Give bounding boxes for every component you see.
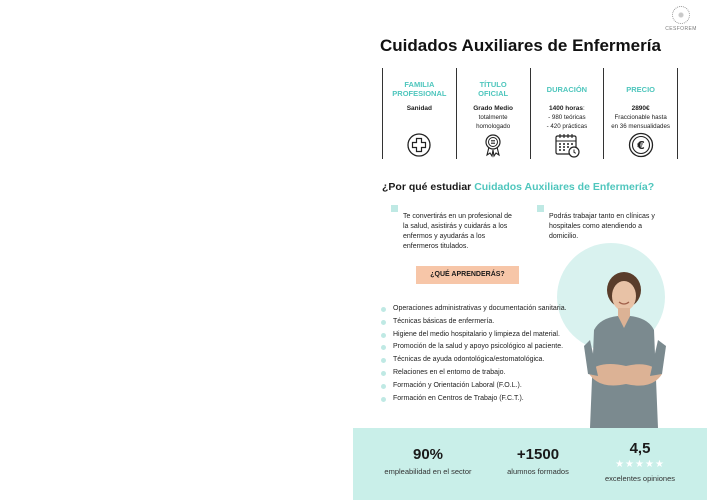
fact-value: Grado Medio totalmente homologado xyxy=(473,105,513,130)
point-bullet-icon xyxy=(537,205,544,212)
bullet-icon xyxy=(381,358,386,363)
calendar-clock-icon xyxy=(554,132,580,158)
bullet-icon xyxy=(381,307,386,312)
bullet-icon xyxy=(381,397,386,402)
logo-mark-icon xyxy=(672,6,690,24)
logo xyxy=(664,6,698,32)
list-item: Formación en Centros de Trabajo (F.C.T.). xyxy=(380,393,567,406)
list-item: Técnicas de ayuda odontológica/estomatológica. xyxy=(380,354,567,367)
fact-heading: FAMILIA PROFESIONAL xyxy=(392,80,447,98)
stats-band xyxy=(353,428,707,500)
point-text: Podrás trabajar tanto en clínicas y hospitales como atendiendo a domicilio. xyxy=(549,213,655,240)
fact-heading: PRECIO xyxy=(626,84,655,94)
bullet-icon xyxy=(381,384,386,389)
svg-text:€: € xyxy=(636,139,645,152)
list-item: Higiene del medio hospitalario y limpieza del material. xyxy=(380,329,567,342)
fact-value: 2890€ Fraccionable hasta en 36 mensualidades xyxy=(611,105,671,130)
fact-value: 1400 horas: - 980 teóricas - 420 prácticas xyxy=(546,105,588,130)
fact-title xyxy=(457,68,531,159)
topics-list xyxy=(380,303,567,405)
point-bullet-icon xyxy=(391,205,398,212)
stat-rating: 4,5 ★★★★★ excelentes opiniones xyxy=(585,440,695,483)
list-item: Operaciones administrativas y documentación sanitaria. xyxy=(380,303,567,316)
list-item: Formación y Orientación Laboral (F.O.L.). xyxy=(380,380,567,393)
rating-stars-icon: ★★★★★ xyxy=(615,459,665,470)
list-item: Relaciones en el entorno de trabajo. xyxy=(380,367,567,380)
bullet-icon xyxy=(381,371,386,376)
medical-cross-icon xyxy=(406,132,432,158)
nurse-photo xyxy=(580,268,668,428)
fact-heading: TÍTULO OFICIAL xyxy=(478,80,509,98)
fact-value: Sanidad xyxy=(406,105,433,112)
why-heading: ¿Por qué estudiar Cuidados Auxiliares de Enfermería? xyxy=(382,181,655,193)
fact-price xyxy=(604,68,678,159)
course-facts xyxy=(382,68,678,159)
stat-students: +1500 alumnos formados xyxy=(507,446,569,476)
certificate-icon xyxy=(480,132,506,158)
bullet-icon xyxy=(381,320,386,325)
point-text: Te convertirás en un profesional de la salud, asistirás y cuidarás a los enfermos y ayudarás a los enfermeros titulados. xyxy=(403,213,512,250)
euro-coin-icon xyxy=(628,132,654,158)
fact-duration xyxy=(531,68,605,159)
fact-heading: DURACIÓN xyxy=(546,84,588,94)
bullet-icon xyxy=(381,345,386,350)
learn-button[interactable]: ¿QUÉ APRENDERÁS? xyxy=(416,266,519,284)
fact-family xyxy=(383,68,457,159)
list-item: Promoción de la salud y apoyo psicológico al paciente. xyxy=(380,341,567,354)
bullet-icon xyxy=(381,333,386,338)
logo-name: CESFOREM xyxy=(665,26,697,32)
page-title: Cuidados Auxiliares de Enfermería xyxy=(380,36,661,55)
stat-employability: 90% empleabilidad en el sector xyxy=(384,446,472,476)
list-item: Técnicas básicas de enfermería. xyxy=(380,316,567,329)
